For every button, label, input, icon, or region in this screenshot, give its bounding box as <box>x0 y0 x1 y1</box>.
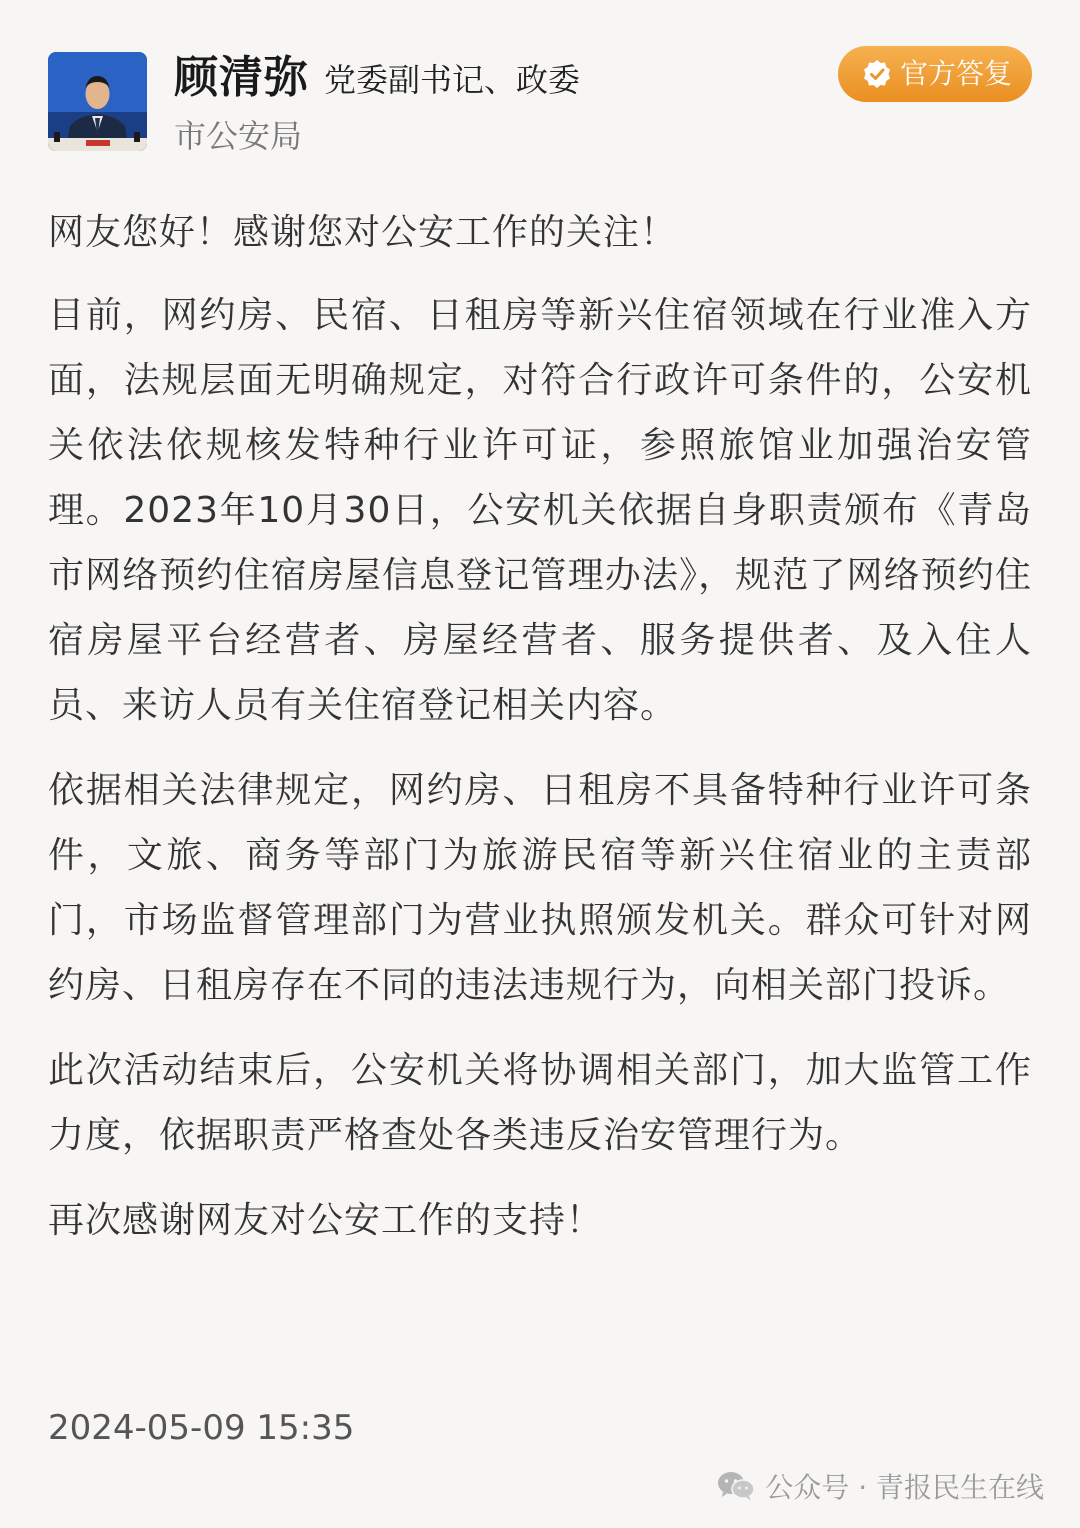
responder-department: 市公安局 <box>174 117 303 155</box>
badge-label: 官方答复 <box>899 57 1012 90</box>
closing-text: 再次感谢网友对公安工作的支持！ <box>48 1200 604 1241</box>
avatar[interactable] <box>48 52 147 151</box>
wechat-icon <box>717 1470 755 1502</box>
reply-timestamp: 2024-05-09 15:35 <box>48 1408 355 1448</box>
official-reply-badge <box>838 46 1032 102</box>
responder-name: 顾清弥 <box>174 52 309 103</box>
reply-body <box>48 200 1032 1273</box>
reply-paragraph-1: 目前，网约房、民宿、日租房等新兴住宿领域在行业准入方面，法规层面无明确规定，对符合行政许可条件的，公安机关依法依规核发特种行业许可证，参照旅馆业加强治安管理。2023年10月30日，公安机关依据自身职责颁布《青岛市网络预约住宿房屋信息登记管理办法》，规范了网络预约住宿房屋平台经营者、房屋经营者、服务提供者、及入住人员、来访人员有关住宿登记相关内容。 <box>48 295 1032 726</box>
source-watermark <box>717 1462 1044 1510</box>
reply-paragraph-3: 此次活动结束后，公安机关将协调相关部门，加大监管工作力度，依据职责严格查处各类违反治安管理行为。 <box>48 1050 1032 1156</box>
portrait-photo-icon <box>48 52 147 151</box>
reply-paragraph-2: 依据相关法律规定，网约房、日租房不具备特种行业许可条件，文旅、商务等部门为旅游民宿等新兴住宿业的主责部门，市场监督管理部门为营业执照颁发机关。群众可针对网约房、日租房存在不同的违法违规行为，向相关部门投诉。 <box>48 770 1032 1006</box>
reply-header <box>48 52 1032 162</box>
responder-role: 党委副书记、政委 <box>324 61 581 99</box>
verified-check-icon <box>862 59 892 89</box>
greeting-text: 网友您好！感谢您对公安工作的关注！ <box>48 212 678 253</box>
watermark-text: 公众号 · 青报民生在线 <box>765 1471 1044 1504</box>
